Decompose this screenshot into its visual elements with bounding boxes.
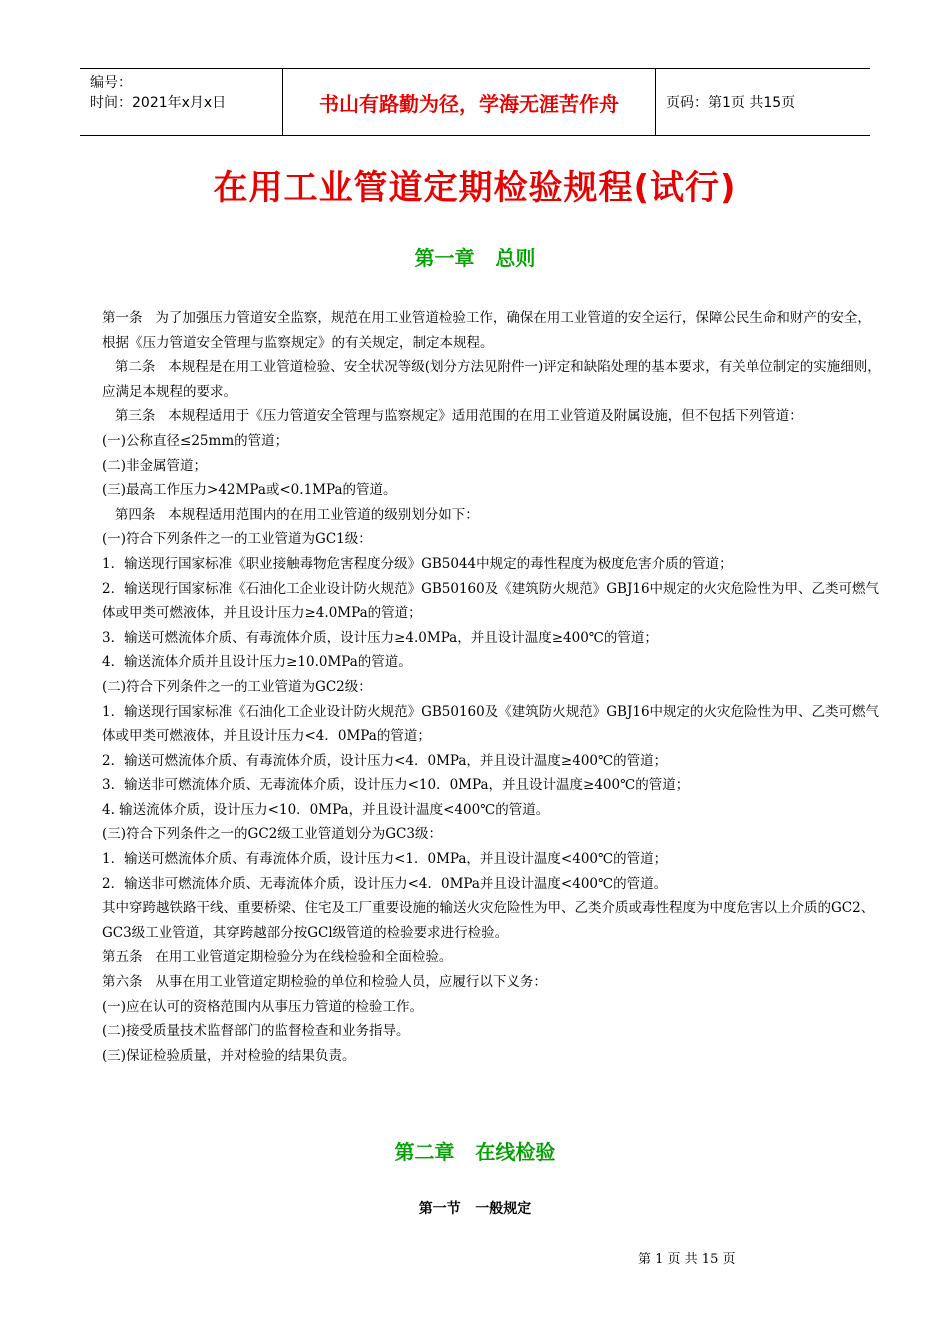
number-label: 编号： <box>90 75 132 91</box>
paragraph: (一)符合下列条件之一的工业管道为GC1级： <box>102 531 372 548</box>
paragraph: 1．输送可燃流体介质、有毒流体介质，设计压力<1．0MPa，并且设计温度<400℃的管道； <box>102 851 668 868</box>
paragraph: 第一条 为了加强压力管道安全监察，规范在用工业管道检验工作，确保在用工业管道的安全运行，保障公民生命和财产的安全，根据《压力管道安全管理与监察规定》的有关规定，制定本规程。 <box>102 310 871 351</box>
paragraph: 第五条 在用工业管道定期检验分为在线检验和全面检验。 <box>102 949 453 966</box>
paragraph: 第三条 本规程适用于《压力管道安全管理与监察规定》适用范围的在用工业管道及附属设施，但不包括下列管道： <box>102 408 803 425</box>
paragraph: 第四条 本规程适用范围内的在用工业管道的级别划分如下： <box>102 506 479 523</box>
paragraph: 3．输送非可燃流体介质、无毒流体介质，设计压力<10．0MPa，并且设计温度≥400℃的管道； <box>102 777 690 794</box>
page-label: 页码：第1页 共15页 <box>666 95 796 111</box>
paragraph: 4. 输送流体介质，设计压力<10．0MPa，并且设计温度<400℃的管道。 <box>102 801 550 818</box>
paragraph: (二)接受质量技术监督部门的监督检查和业务指导。 <box>102 1023 410 1040</box>
paragraph: 1．输送现行国家标准《职业接触毒物危害程度分级》GB5044中规定的毒性程度为极度危害介质的管道； <box>102 555 733 572</box>
paragraph: 其中穿跨越铁路干线、重要桥梁、住宅及工厂重要设施的输送火灾危险性为甲、乙类介质或毒性程度为中度危害以上介质的GC2、GC3级工业管道，其穿跨越部分按GCl级管道的检验要求进行检验。 <box>102 900 875 941</box>
document-body <box>102 306 882 1068</box>
paragraph: (二)符合下列条件之一的工业管道为GC2级： <box>102 678 372 695</box>
document-header <box>80 68 870 136</box>
paragraph: (三)保证检验质量，并对检验的结果负责。 <box>102 1047 356 1064</box>
date-label: 时间：2021年x月x日 <box>90 95 227 111</box>
document-title: 在用工业管道定期检验规程(试行) <box>213 168 737 208</box>
paragraph: 4．输送流体介质并且设计压力≥10.0MPa的管道。 <box>102 654 412 671</box>
paragraph: 2．输送可燃流体介质、有毒流体介质，设计压力<4．0MPa，并且设计温度≥400℃的管道； <box>102 752 668 769</box>
paragraph: 3．输送可燃流体介质、有毒流体介质，设计压力≥4.0MPa，并且设计温度≥400℃的管道； <box>102 629 658 646</box>
paragraph: (二)非金属管道； <box>102 457 208 474</box>
paragraph: 第六条 从事在用工业管道定期检验的单位和检验人员，应履行以下义务： <box>102 974 547 991</box>
section-1-heading: 第一节 一般规定 <box>418 1201 532 1217</box>
paragraph: 2．输送现行国家标准《石油化工企业设计防火规范》GB50160及《建筑防火规范》GBJ16中规定的火灾危险性为甲、乙类可燃气体或甲类可燃液体，并且设计压力≥4.0MPa的管道； <box>102 580 880 622</box>
chapter-2-heading: 第二章 在线检验 <box>394 1140 556 1164</box>
paragraph: (三)符合下列条件之一的GC2级工业管道划分为GC3级： <box>102 826 442 843</box>
header-meta <box>80 69 282 135</box>
paragraph: 第二条 本规程是在用工业管道检验、安全状况等级(划分方法见附件一)评定和缺陷处理的基本要求，有关单位制定的实施细则，应满足本规程的要求。 <box>102 359 881 400</box>
paragraph: 2．输送非可燃流体介质、无毒流体介质，设计压力<4．0MPa并且设计温度<400℃的管道。 <box>102 875 668 892</box>
motto: 书山有路勤为径，学海无涯苦作舟 <box>282 69 656 135</box>
chapter-1-heading: 第一章 总则 <box>414 246 536 270</box>
paragraph: (一)应在认可的资格范围内从事压力管道的检验工作。 <box>102 998 424 1015</box>
paragraph: 1．输送现行国家标准《石油化工企业设计防火规范》GB50160及《建筑防火规范》GBJ16中规定的火灾危险性为甲、乙类可燃气体或甲类可燃液体，并且设计压力<4．0MPa的管道； <box>102 703 880 745</box>
page-footer: 第 1 页 共 15 页 <box>638 1252 736 1267</box>
paragraph: (一)公称直径≤25mm的管道； <box>102 432 289 449</box>
paragraph: (三)最高工作压力>42MPa或<0.1MPa的管道。 <box>102 482 397 499</box>
